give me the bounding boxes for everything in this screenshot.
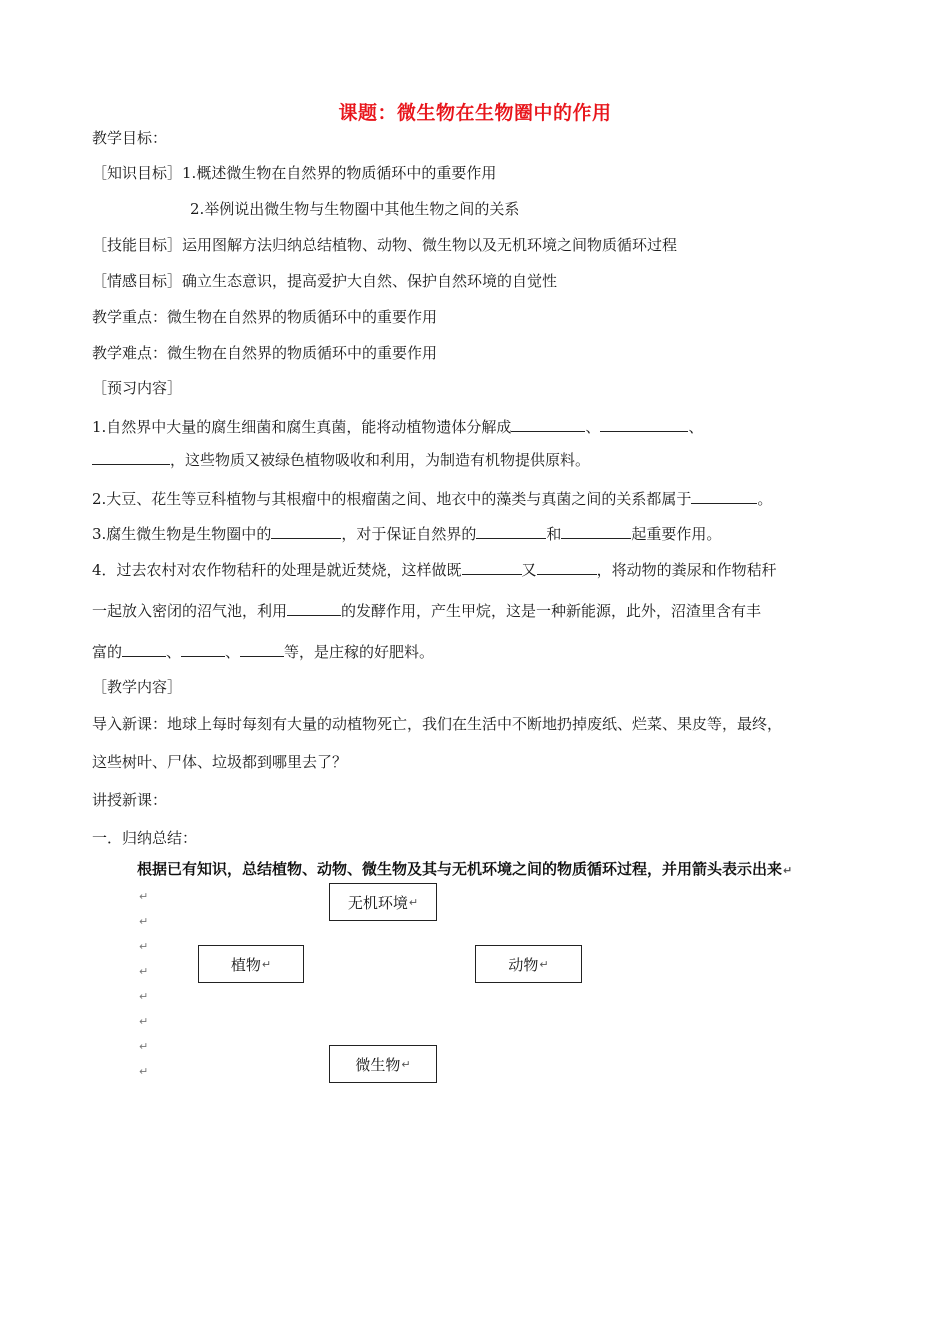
question-3-text-b: ，对于保证自然界的 [341,525,477,543]
answer-blank[interactable] [287,599,341,616]
diagram-instruction [137,858,792,879]
question-1-text-end: ，这些物质又被绿色植物吸收和利用，为制造有机物提供原料。 [170,451,591,469]
answer-blank[interactable] [691,487,757,504]
period: 。 [757,490,773,508]
return-mark: ↵ [408,895,419,909]
question-2-text: 2.大豆、花生等豆科植物与其根瘤中的根瘤菌之间、地衣中的藻类与真菌之间的关系都属于 [92,490,692,508]
return-mark: ↵ [261,957,272,971]
knowledge-goal-2: 2.举例说出微生物与生物圈中其他生物之间的关系 [190,200,520,218]
question-3 [92,522,721,544]
box-microorganism [329,1045,437,1083]
paragraph-mark: ↵ [139,1065,149,1078]
paragraph-mark: ↵ [139,940,149,953]
question-4-line-3 [92,640,434,662]
box-inorganic-environment [329,883,437,921]
page-title: 课题：微生物在生物圈中的作用 [338,102,612,124]
question-4-text-e: 的发酵作用，产生甲烷，这是一种新能源，此外，沼渣里含有丰 [341,602,762,620]
diagram-instruction-text: 根据已有知识，总结植物、动物、微生物及其与无机环境之间的物质循环过程，并用箭头表示出来 [137,860,783,878]
separator: 、 [688,418,704,436]
box-microorganism-label: 微生物 [355,1055,401,1074]
box-plant-label: 植物 [230,955,261,974]
question-3-text-d: 起重要作用。 [631,525,722,543]
knowledge-goal-tag: ［知识目标］ [92,164,183,182]
return-mark: ↵ [539,957,549,971]
question-4-text-f: 富的 [92,643,123,661]
question-4-text-g: 等，是庄稼的好肥料。 [284,643,435,661]
question-4-text-b: 又 [521,561,537,579]
answer-blank[interactable] [476,522,546,539]
intro-line-2: 这些树叶、尸体、垃圾都到哪里去了？ [92,753,348,771]
paragraph-mark: ↵ [139,890,149,903]
emotion-goal: ［情感目标］确立生态意识，提高爱护大自然、保护自然环境的自觉性 [92,272,558,290]
box-animal [475,945,582,983]
objectives-label: 教学目标： [92,129,168,147]
answer-blank[interactable] [92,448,170,465]
answer-blank[interactable] [511,415,585,432]
question-4-text-c: ，将动物的粪尿和作物秸秆 [596,561,777,579]
question-4-text-d: 一起放入密闭的沼气池，利用 [92,602,288,620]
return-mark: ↵ [783,864,793,877]
answer-blank[interactable] [537,558,597,575]
section-1-heading: 一．归纳总结： [92,829,198,847]
separator: 、 [225,643,241,661]
answer-blank[interactable] [271,522,341,539]
separator: 、 [166,643,182,661]
box-plant [198,945,304,983]
separator: 、 [585,418,601,436]
paragraph-mark: ↵ [139,965,149,978]
difficult-point: 教学难点：微生物在自然界的物质循环中的重要作用 [92,344,438,362]
knowledge-goal-1-text: 1.概述微生物在自然界的物质循环中的重要作用 [182,164,497,182]
paragraph-mark: ↵ [139,1040,149,1053]
teaching-heading: ［教学内容］ [92,678,183,696]
answer-blank[interactable] [240,640,284,657]
paragraph-mark: ↵ [139,990,149,1003]
knowledge-goal-1 [92,163,496,183]
answer-blank[interactable] [561,522,631,539]
answer-blank[interactable] [181,640,225,657]
box-inorganic-environment-label: 无机环境 [347,893,408,912]
answer-blank[interactable] [600,415,688,432]
lecture-heading: 讲授新课： [92,791,168,809]
question-1-text: 1.自然界中大量的腐生细菌和腐生真菌，能将动植物遗体分解成 [92,418,512,436]
return-mark: ↵ [401,1057,411,1071]
question-4-text-a: 4．过去农村对农作物秸秆的处理是就近焚烧，这样做既 [92,561,462,579]
answer-blank[interactable] [462,558,522,575]
paragraph-mark: ↵ [139,1015,149,1028]
box-animal-label: 动物 [508,955,539,974]
question-3-text-c: 和 [546,525,562,543]
question-1-line-2 [92,448,590,470]
question-4-line-2 [92,599,761,621]
question-2 [92,487,772,509]
key-point: 教学重点：微生物在自然界的物质循环中的重要作用 [92,308,438,326]
answer-blank[interactable] [122,640,166,657]
intro-line-1: 导入新课：地球上每时每刻有大量的动植物死亡，我们在生活中不断地扔掉废纸、烂菜、果皮等，最终， [92,715,783,733]
preview-heading: ［预习内容］ [92,379,183,397]
skill-goal: ［技能目标］运用图解方法归纳总结植物、动物、微生物以及无机环境之间物质循环过程 [92,236,678,254]
question-3-text-a: 3.腐生微生物是生物圈中的 [92,525,272,543]
paragraph-mark: ↵ [139,915,149,928]
question-4-line-1 [92,558,777,580]
question-1-line-1 [92,415,703,437]
